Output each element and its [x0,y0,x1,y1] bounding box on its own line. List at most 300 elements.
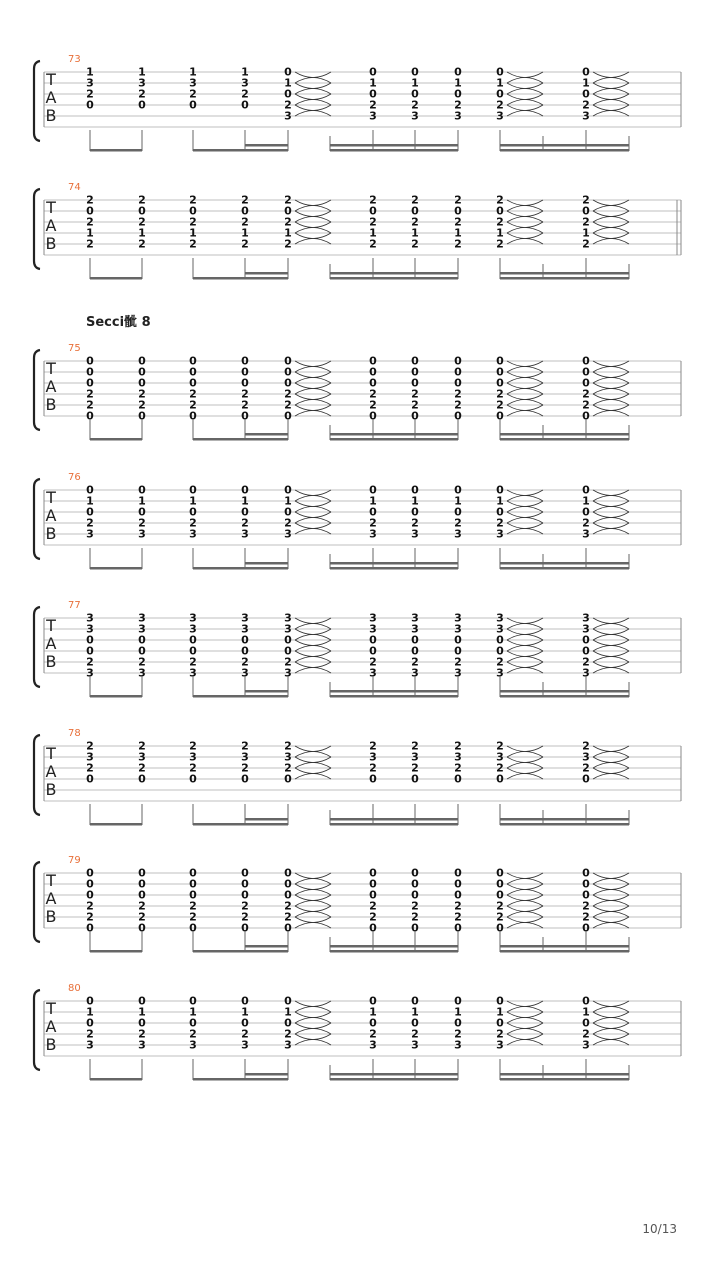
fret-number: 0 [496,994,504,1008]
fret-number: 3 [284,109,292,123]
crossing-curve [507,529,543,535]
fret-number: 2 [582,387,590,401]
fret-number: 3 [86,1038,94,1052]
crossing-curve [507,1029,543,1035]
beam [500,1073,629,1076]
beam [193,567,288,570]
fret-number: 0 [86,505,94,519]
fret-number: 0 [241,354,249,368]
measure-number: 78 [68,728,81,739]
system-brace [34,862,40,942]
beam [330,272,458,275]
crossing-curve [507,1040,543,1046]
crossing-curve [507,400,543,406]
crossing-curve [507,512,543,518]
beam [330,277,458,280]
fret-number: 3 [284,750,292,764]
crossing-curve [507,378,543,384]
crossing-curve [295,879,331,885]
crossing-curve [593,217,629,223]
crossing-curve [295,774,331,780]
crossing-curve [593,890,629,896]
crossing-curve [295,400,331,406]
crossing-curve [295,105,331,111]
fret-number: 0 [411,633,419,647]
fret-number: 1 [189,65,197,79]
crossing-curve [593,901,629,907]
fret-number: 0 [189,772,197,786]
crossing-curve [507,206,543,212]
crossing-curve [507,507,543,513]
fret-number: 2 [284,215,292,229]
beam [330,1073,458,1076]
crossing-curve [295,629,331,635]
beam [500,567,629,570]
measure-number: 77 [68,600,81,611]
fret-number: 0 [189,877,197,891]
fret-number: 3 [284,622,292,636]
crossing-curve [295,239,331,245]
crossing-curve [295,496,331,502]
fret-number: 2 [411,655,419,669]
beam [90,149,142,152]
crossing-curve [507,635,543,641]
fret-number: 2 [284,899,292,913]
crossing-curve [295,512,331,518]
crossing-curve [507,367,543,373]
system-brace [34,61,40,141]
system-brace [34,189,40,269]
crossing-curve [507,1018,543,1024]
fret-number: 2 [86,193,94,207]
fret-number: 3 [582,666,590,680]
crossing-curve [507,89,543,95]
fret-number: 0 [86,483,94,497]
fret-number: 0 [582,483,590,497]
crossing-curve [507,774,543,780]
fret-number: 1 [86,494,94,508]
crossing-curve [593,757,629,763]
fret-number: 0 [189,633,197,647]
fret-number: 2 [411,739,419,753]
fret-number: 1 [241,1005,249,1019]
beam [500,562,629,565]
measure-number: 73 [68,54,81,65]
crossing-curve [507,228,543,234]
fret-number: 0 [582,877,590,891]
fret-number: 0 [284,888,292,902]
page-number: 10/13 [642,1222,677,1236]
fret-number: 2 [496,237,504,251]
crossing-curve [295,394,331,400]
tab-clef-letter: A [45,1017,57,1036]
fret-number: 0 [454,87,462,101]
crossing-curve [295,94,331,100]
fret-number: 0 [284,365,292,379]
fret-number: 0 [454,505,462,519]
fret-number: 2 [138,1027,146,1041]
fret-number: 0 [138,644,146,658]
fret-number: 2 [582,910,590,924]
fret-number: 3 [189,750,197,764]
crossing-curve [507,752,543,758]
fret-number: 2 [241,899,249,913]
fret-number: 0 [582,644,590,658]
fret-number: 0 [454,354,462,368]
fret-number: 2 [86,516,94,530]
tab-system [34,855,681,953]
fret-number: 2 [189,237,197,251]
crossing-curve [593,490,629,496]
crossing-curve [507,233,543,239]
fret-number: 2 [284,98,292,112]
beam [500,695,629,698]
fret-number: 2 [454,739,462,753]
crossing-curve [295,233,331,239]
crossing-curve [593,372,629,378]
crossing-curve [507,389,543,395]
fret-number: 2 [369,237,377,251]
fret-number: 0 [284,1016,292,1030]
beam [90,1078,142,1081]
crossing-curve [295,763,331,769]
fret-number: 0 [189,888,197,902]
crossing-curve [507,624,543,630]
fret-number: 0 [454,888,462,902]
fret-number: 0 [138,994,146,1008]
crossing-curve [295,1007,331,1013]
crossing-curve [295,206,331,212]
fret-number: 2 [496,215,504,229]
fret-number: 0 [284,772,292,786]
crossing-curve [593,879,629,885]
fret-number: 0 [411,87,419,101]
crossing-curve [507,895,543,901]
crossing-curve [593,651,629,657]
fret-number: 0 [138,505,146,519]
crossing-curve [593,912,629,918]
fret-number: 2 [369,1027,377,1041]
crossing-curve [593,239,629,245]
fret-number: 0 [241,98,249,112]
crossing-curve [507,1023,543,1029]
measure-number: 76 [68,472,81,483]
fret-number: 0 [582,633,590,647]
fret-number: 2 [582,655,590,669]
fret-number: 0 [411,772,419,786]
crossing-curve [507,873,543,879]
fret-number: 3 [241,527,249,541]
fret-number: 0 [411,483,419,497]
tab-system [34,343,681,441]
fret-number: 0 [86,877,94,891]
fret-number: 0 [582,888,590,902]
crossing-curve [295,668,331,674]
crossing-curve [593,1012,629,1018]
fret-number: 0 [284,994,292,1008]
fret-number: 0 [86,354,94,368]
fret-number: 1 [284,494,292,508]
fret-number: 3 [411,1038,419,1052]
fret-number: 1 [582,76,590,90]
fret-number: 0 [496,1016,504,1030]
fret-number: 0 [582,354,590,368]
fret-number: 0 [284,866,292,880]
fret-number: 3 [582,622,590,636]
crossing-curve [295,752,331,758]
crossing-curve [593,518,629,524]
fret-number: 0 [582,866,590,880]
crossing-curve [507,768,543,774]
fret-number: 0 [582,1016,590,1030]
fret-number: 2 [284,398,292,412]
fret-number: 0 [496,888,504,902]
fret-number: 0 [241,994,249,1008]
crossing-curve [507,1012,543,1018]
crossing-curve [507,372,543,378]
fret-number: 1 [241,226,249,240]
beam [245,144,288,147]
crossing-curve [295,901,331,907]
fret-number: 0 [284,204,292,218]
fret-number: 0 [241,505,249,519]
fret-number: 1 [496,494,504,508]
fret-number: 2 [189,215,197,229]
crossing-curve [295,1012,331,1018]
crossing-curve [593,383,629,389]
crossing-curve [593,78,629,84]
fret-number: 2 [582,98,590,112]
crossing-curve [507,629,543,635]
crossing-curve [593,222,629,228]
fret-number: 0 [496,505,504,519]
fret-number: 0 [369,888,377,902]
fret-number: 3 [369,109,377,123]
fret-number: 1 [411,494,419,508]
fret-number: 2 [369,655,377,669]
crossing-curve [593,1001,629,1007]
tab-clef-letter: T [46,198,56,217]
crossing-curve [295,895,331,901]
fret-number: 1 [284,76,292,90]
fret-number: 0 [369,483,377,497]
beam [90,950,142,953]
fret-number: 0 [582,505,590,519]
fret-number: 1 [582,1005,590,1019]
crossing-curve [593,662,629,668]
fret-number: 2 [241,237,249,251]
fret-number: 2 [241,1027,249,1041]
fret-number: 2 [284,193,292,207]
fret-number: 0 [411,866,419,880]
crossing-curve [507,411,543,417]
fret-number: 2 [86,910,94,924]
beam [245,690,288,693]
fret-number: 3 [138,76,146,90]
fret-number: 2 [411,387,419,401]
crossing-curve [593,211,629,217]
crossing-curve [295,618,331,624]
crossing-curve [507,100,543,106]
crossing-curve [593,389,629,395]
crossing-curve [295,635,331,641]
crossing-curve [507,1034,543,1040]
beam [500,272,629,275]
crossing-curve [593,884,629,890]
fret-number: 0 [189,354,197,368]
crossing-curve [295,378,331,384]
tab-clef-letter: B [45,106,57,125]
crossing-curve [593,105,629,111]
fret-number: 2 [496,761,504,775]
crossing-curve [295,89,331,95]
fret-number: 2 [369,910,377,924]
crossing-curve [593,111,629,117]
crossing-curve [295,662,331,668]
tab-system [34,182,681,280]
fret-number: 0 [369,866,377,880]
fret-number: 2 [86,655,94,669]
crossing-curve [295,200,331,206]
tab-system [34,472,681,570]
fret-number: 3 [138,666,146,680]
crossing-curve [295,529,331,535]
fret-number: 0 [241,204,249,218]
fret-number: 2 [369,398,377,412]
fret-number: 0 [496,877,504,891]
fret-number: 0 [241,921,249,935]
crossing-curve [593,83,629,89]
fret-number: 2 [582,899,590,913]
system-brace [34,990,40,1070]
fret-number: 3 [189,527,197,541]
crossing-curve [593,361,629,367]
crossing-curve [507,662,543,668]
fret-number: 0 [582,921,590,935]
fret-number: 0 [241,1016,249,1030]
fret-number: 0 [189,365,197,379]
fret-number: 3 [189,622,197,636]
crossing-curve [593,618,629,624]
beam [330,144,458,147]
fret-number: 1 [86,65,94,79]
fret-number: 3 [86,622,94,636]
crossing-curve [507,651,543,657]
fret-number: 0 [454,1016,462,1030]
fret-number: 0 [454,376,462,390]
fret-number: 1 [189,494,197,508]
beam [330,438,458,441]
fret-number: 0 [138,376,146,390]
fret-number: 0 [369,87,377,101]
tab-clef-letter: A [45,762,57,781]
fret-number: 0 [138,1016,146,1030]
fret-number: 1 [241,65,249,79]
fret-number: 0 [369,1016,377,1030]
crossing-curve [507,501,543,507]
fret-number: 0 [284,87,292,101]
fret-number: 2 [582,739,590,753]
fret-number: 0 [189,994,197,1008]
fret-number: 2 [369,98,377,112]
fret-number: 1 [138,65,146,79]
fret-number: 3 [241,76,249,90]
fret-number: 0 [369,365,377,379]
fret-number: 0 [496,921,504,935]
beam [245,433,288,436]
crossing-curve [593,206,629,212]
crossing-curve [507,912,543,918]
crossing-curve [593,624,629,630]
fret-number: 2 [454,387,462,401]
fret-number: 3 [582,527,590,541]
fret-number: 2 [454,215,462,229]
fret-number: 0 [86,994,94,1008]
crossing-curve [593,523,629,529]
crossing-curve [593,501,629,507]
fret-number: 2 [189,516,197,530]
crossing-curve [507,94,543,100]
fret-number: 2 [411,899,419,913]
fret-number: 2 [189,739,197,753]
fret-number: 1 [369,494,377,508]
crossing-curve [507,640,543,646]
fret-number: 3 [86,527,94,541]
tab-system [34,54,681,152]
crossing-curve [593,873,629,879]
tab-clef-letter: T [46,616,56,635]
system-brace [34,350,40,430]
fret-number: 1 [582,494,590,508]
measure-number: 75 [68,343,81,354]
crossing-curve [593,763,629,769]
fret-number: 3 [496,622,504,636]
fret-number: 2 [369,387,377,401]
measure-number: 79 [68,855,81,866]
fret-number: 0 [86,888,94,902]
fret-number: 2 [189,387,197,401]
crossing-curve [507,496,543,502]
fret-number: 0 [454,644,462,658]
fret-number: 3 [284,611,292,625]
fret-number: 2 [411,237,419,251]
crossing-curve [295,746,331,752]
fret-number: 1 [411,76,419,90]
fret-number: 1 [369,226,377,240]
fret-number: 2 [369,516,377,530]
fret-number: 2 [369,761,377,775]
crossing-curve [295,651,331,657]
fret-number: 0 [138,921,146,935]
fret-number: 0 [138,365,146,379]
fret-number: 2 [582,237,590,251]
beam [330,823,458,826]
crossing-curve [507,906,543,912]
fret-number: 0 [369,633,377,647]
fret-number: 1 [284,226,292,240]
fret-number: 3 [189,76,197,90]
fret-number: 0 [496,483,504,497]
fret-number: 0 [86,644,94,658]
fret-number: 2 [369,739,377,753]
fret-number: 0 [241,888,249,902]
fret-number: 0 [496,354,504,368]
crossing-curve [295,757,331,763]
fret-number: 0 [284,483,292,497]
fret-number: 1 [454,494,462,508]
fret-number: 0 [189,644,197,658]
fret-number: 0 [454,633,462,647]
